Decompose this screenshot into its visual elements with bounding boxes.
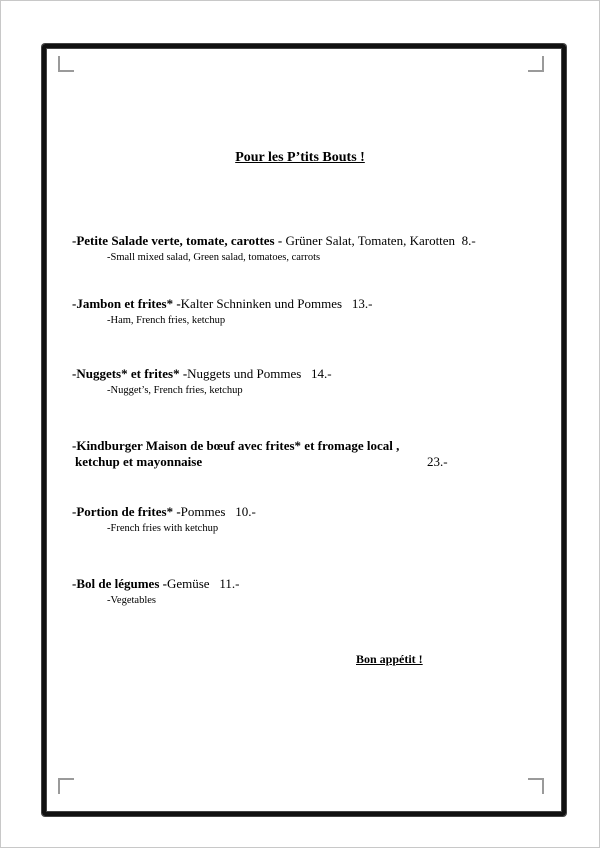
item-price: 11.- [219, 576, 240, 591]
item-name-de: Gemüse [166, 576, 210, 591]
item-description-en: -French fries with ketchup [107, 523, 219, 534]
corner-mark-icon [58, 56, 74, 72]
item-price: 8.- [461, 233, 476, 248]
menu-title: Pour les P’tits Bouts ! [235, 150, 365, 165]
corner-mark-icon [528, 56, 544, 72]
item-name-fr: -Nuggets* et frites* - [72, 366, 188, 381]
item-name-fr: -Jambon et frites* - [72, 296, 181, 311]
item-description-en: -Small mixed salad, Green salad, tomatoes, carrots [107, 252, 321, 263]
corner-mark-icon [58, 778, 74, 794]
menu-item [72, 438, 532, 470]
item-name-fr: -Kindburger Maison de bœuf avec frites* et fromage local , [72, 438, 400, 453]
menu-item-line [72, 504, 532, 520]
item-name-de: Kalter Schninken und Pommes [180, 296, 343, 311]
menu-item [72, 366, 532, 396]
item-name-fr: -Petite Salade verte, tomate, carottes - [72, 233, 286, 248]
menu-item-line [72, 438, 532, 454]
item-name-de: Pommes [180, 504, 226, 519]
item-price: 10.- [235, 504, 256, 519]
item-name-fr: -Portion de frites* - [72, 504, 181, 519]
menu-item-line [72, 233, 532, 249]
item-description-en: -Vegetables [107, 595, 156, 606]
menu-item [72, 296, 532, 326]
item-price: 14.- [311, 366, 332, 381]
menu-item [72, 576, 532, 606]
menu-item-line [72, 576, 532, 592]
item-name-de: Nuggets und Pommes [187, 366, 302, 381]
closing-text: Bon appétit ! [356, 652, 423, 666]
item-price: 23.- [427, 454, 448, 469]
item-price: 13.- [351, 296, 373, 311]
menu-item-line-2 [75, 454, 532, 470]
corner-mark-icon [528, 778, 544, 794]
item-name-fr: -Bol de légumes - [72, 576, 167, 591]
item-description-en: -Nugget’s, French fries, ketchup [107, 385, 243, 396]
item-description-en: -Ham, French fries, ketchup [107, 315, 226, 326]
item-name-fr-continued: ketchup et mayonnaise [75, 454, 203, 469]
menu-item [72, 504, 532, 534]
menu-item-line [72, 366, 532, 382]
menu-item [72, 233, 532, 263]
menu-item-line [72, 296, 532, 312]
item-name-de: Grüner Salat, Tomaten, Karotten [285, 233, 456, 248]
